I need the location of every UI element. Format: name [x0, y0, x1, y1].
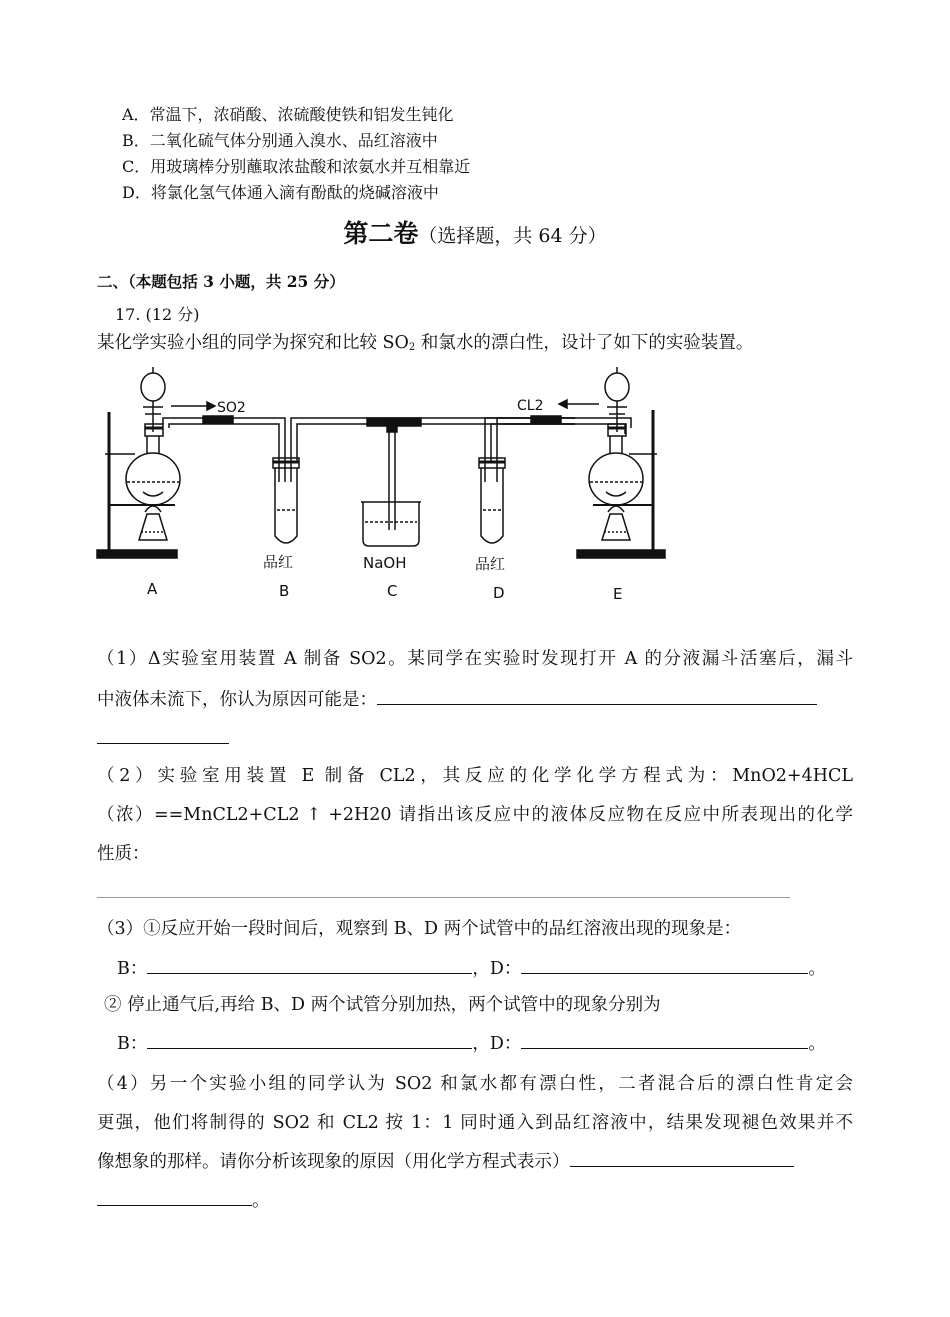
- q4-line4: [97, 1187, 270, 1212]
- flask-e: [589, 453, 643, 505]
- q1-line1: （1）Δ实验室用装置 A 制备 SO2。某同学在实验时发现打开 A 的分液漏斗活塞后，漏斗: [97, 649, 853, 669]
- reagent-d-label: 品红: [475, 555, 506, 573]
- q3-b-label: B：: [117, 959, 148, 979]
- gas-right-label: CL2: [517, 398, 544, 414]
- gas-left-label: SO2: [217, 400, 246, 416]
- section-title-main: 第二卷: [343, 219, 419, 248]
- intro-text-2: 和氯水的漂白性，设计了如下的实验装置。: [415, 333, 754, 353]
- q2-line2: （浓）==MnCL2+CL2 ↑ +2H20 请指出该反应中的液体反应物在反应中所表现出的化学: [97, 805, 853, 825]
- label-e: E: [613, 585, 623, 603]
- q4-line1: （4）另一个实验小组的同学认为 SO2 和氯水都有漂白性，二者混合后的漂白性肯定会: [97, 1074, 853, 1094]
- reagent-c-label: NaOH: [363, 554, 407, 572]
- q3-line4: [117, 1030, 826, 1055]
- q3-line3: ② 停止通气后,再给 B、D 两个试管分别加热，两个试管中的现象分别为: [104, 995, 661, 1015]
- q3-b-blank[interactable]: [147, 959, 472, 974]
- question-intro: [97, 329, 753, 354]
- q1-answer-blank[interactable]: [377, 690, 817, 705]
- q3-end-2: 。: [808, 1034, 826, 1054]
- option-b: B．二氧化硫气体分别通入溴水、品红溶液中: [122, 131, 438, 150]
- q1-line2-text: 中液体未流下，你认为原因可能是：: [97, 690, 377, 710]
- q2-line1: （2）实验室用装置 E 制备 CL2，其反应的化学化学方程式为：MnO2+4HCL: [97, 766, 853, 786]
- q3-end: 。: [808, 959, 826, 979]
- intro-text-1: 某化学实验小组的同学为探究和比较 SO: [97, 333, 409, 353]
- option-a: A．常温下，浓硝酸、浓硫酸使铁和铝发生钝化: [122, 105, 454, 124]
- q1-answer-blank-2[interactable]: [97, 743, 229, 744]
- q4-answer-blank-2[interactable]: [97, 1191, 252, 1206]
- label-d: D: [493, 584, 505, 602]
- q3-line2: [117, 955, 826, 980]
- q4-line3-text: 像想象的那样。请你分析该现象的原因（用化学方程式表示）: [97, 1152, 570, 1172]
- beaker-c: [363, 502, 419, 546]
- q4-answer-blank[interactable]: [570, 1152, 794, 1167]
- intro-sub: 2: [408, 342, 416, 353]
- q3-b-blank-2[interactable]: [147, 1034, 472, 1049]
- q2-line3: 性质：: [97, 844, 150, 864]
- reagent-b-label: 品红: [263, 553, 294, 571]
- q3-d-label-2: ，D：: [472, 1034, 522, 1054]
- label-b: B: [279, 582, 290, 600]
- label-a: A: [147, 580, 158, 598]
- q4-line2: 更强，他们将制得的 SO2 和 CL2 按 1：1 同时通入到品红溶液中，结果发现褪色效果并不: [97, 1113, 853, 1133]
- option-c: C．用玻璃棒分别蘸取浓盐酸和浓氨水并互相靠近: [122, 157, 471, 176]
- apparatus-diagram: [95, 362, 865, 607]
- q3-line1: （3）①反应开始一段时间后，观察到 B、D 两个试管中的品红溶液出现的现象是：: [97, 919, 742, 939]
- burner-a: [139, 514, 167, 540]
- label-c: C: [387, 582, 398, 600]
- q3-d-label: ，D：: [472, 959, 522, 979]
- section-title: [0, 214, 950, 250]
- funnel-a: [141, 373, 165, 401]
- burner-e: [602, 514, 630, 540]
- q3-d-blank[interactable]: [521, 959, 808, 974]
- q4-end: 。: [252, 1191, 270, 1211]
- funnel-e: [605, 373, 629, 401]
- flask-a: [126, 453, 180, 505]
- q1-line2: [97, 686, 817, 711]
- q4-line3: [97, 1148, 794, 1173]
- q3-b-label-2: B：: [117, 1034, 148, 1054]
- q2-answer-line[interactable]: [97, 897, 790, 898]
- option-d: D．将氯化氢气体通入滴有酚酞的烧碱溶液中: [122, 183, 439, 202]
- section-title-sub: （选择题，共 64 分）: [418, 225, 607, 247]
- question-number: 17. (12 分): [115, 305, 200, 324]
- part-heading: 二、（本题包括 3 小题，共 25 分）: [97, 272, 345, 291]
- q3-d-blank-2[interactable]: [521, 1034, 808, 1049]
